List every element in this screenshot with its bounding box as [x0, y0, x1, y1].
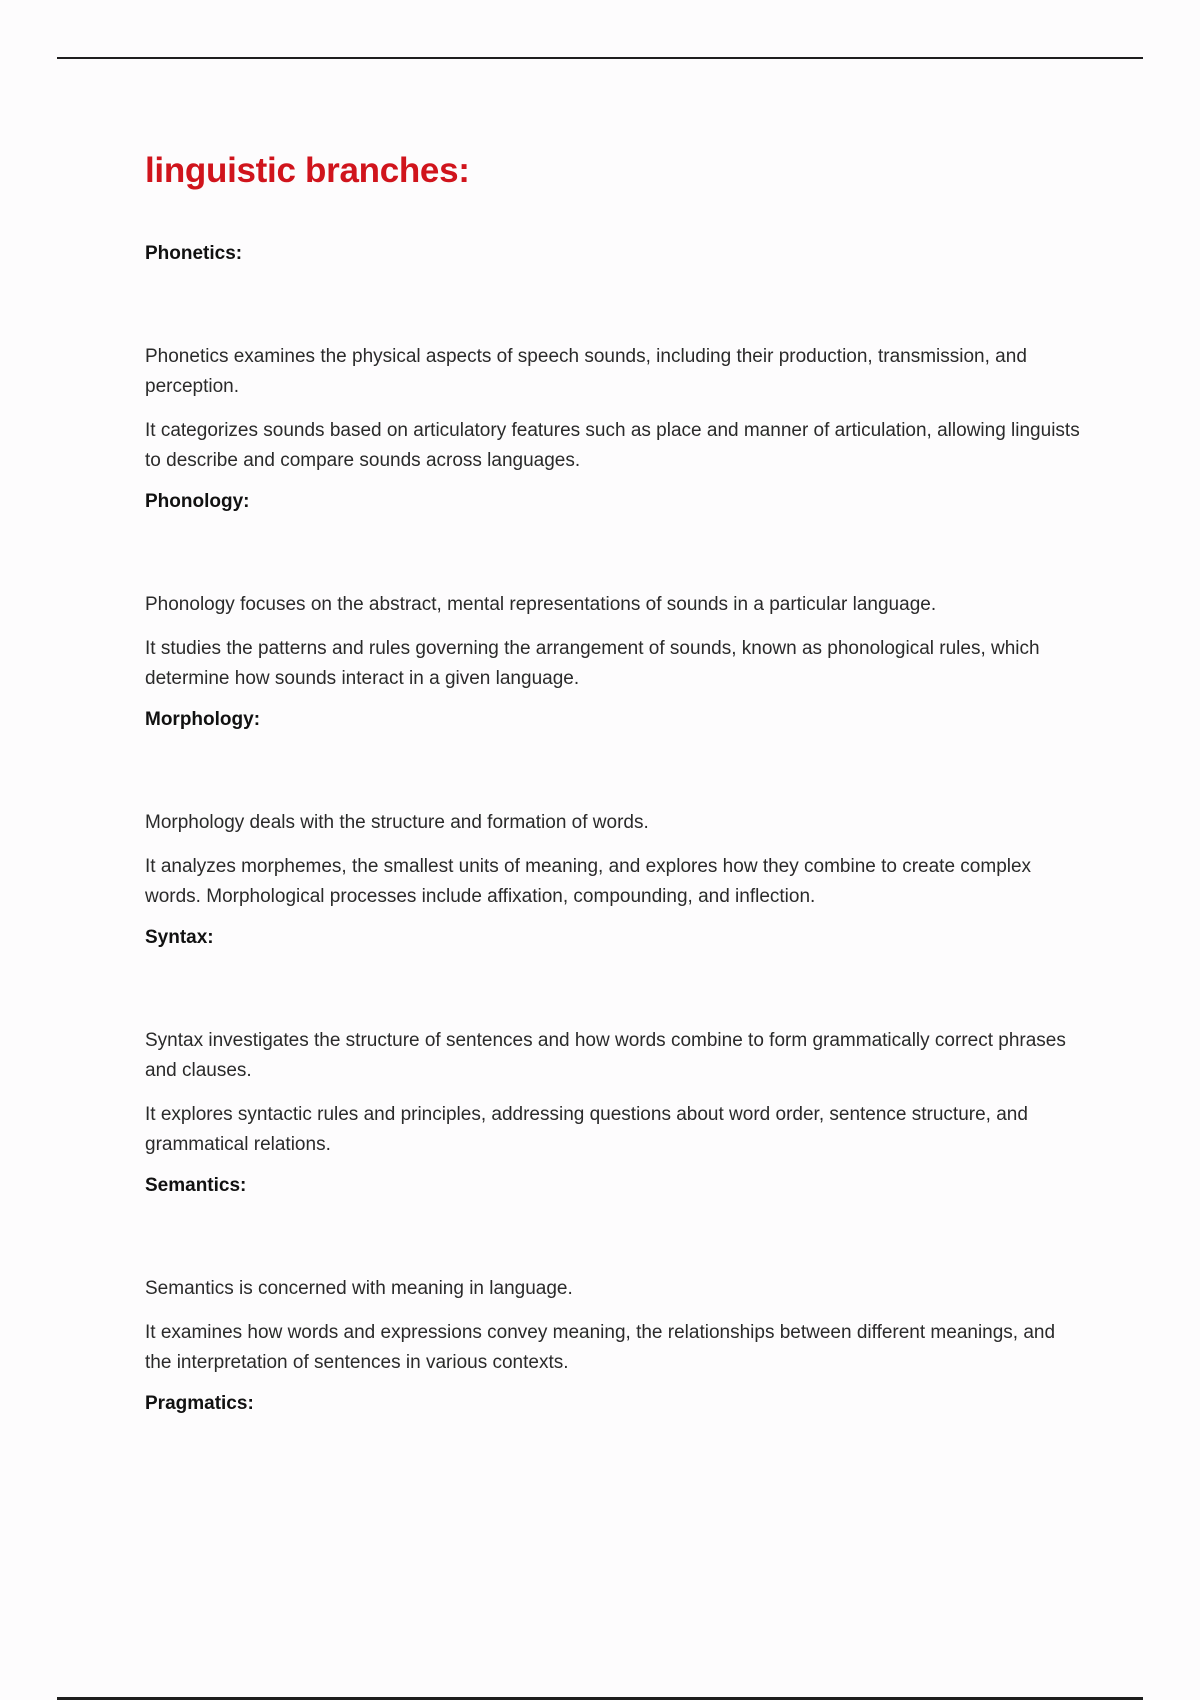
section-semantics [145, 1174, 1085, 1378]
paragraph: It studies the patterns and rules governing the arrangement of sounds, known as phonological rules, which determine how sounds interact in a given language. [145, 638, 1040, 689]
paragraph: Semantics is concerned with meaning in language. [145, 1278, 573, 1299]
section-phonology [145, 490, 1085, 694]
paragraph: Phonetics examines the physical aspects of speech sounds, including their production, transmission, and perception. [145, 346, 1027, 397]
paragraph: It explores syntactic rules and principles, addressing questions about word order, sentence structure, and grammatical relations. [145, 1104, 1028, 1155]
section-pragmatics [145, 1392, 1085, 1416]
section-morphology [145, 708, 1085, 912]
paragraph: It analyzes morphemes, the smallest units of meaning, and explores how they combine to create complex words. Morphological processes include affixation, compounding, and inflection. [145, 856, 1032, 907]
section-heading: Syntax: [145, 927, 214, 948]
section-heading: Morphology: [145, 709, 261, 730]
section-phonetics [145, 242, 1085, 476]
paragraph: It categorizes sounds based on articulatory features such as place and manner of articulation, allowing linguists to describe and compare sounds across languages. [145, 420, 1080, 471]
paragraph: It examines how words and expressions convey meaning, the relationships between different meanings, and the interpretation of sentences in various contexts. [145, 1322, 1056, 1373]
section-heading: Phonetics: [145, 243, 243, 264]
document-body [145, 150, 1085, 1416]
section-heading: Semantics: [145, 1175, 247, 1196]
paragraph: Phonology focuses on the abstract, mental representations of sounds in a particular language. [145, 594, 937, 615]
top-rule [57, 57, 1143, 59]
document-title: linguistic branches: [145, 151, 470, 190]
section-syntax [145, 926, 1085, 1160]
paragraph: Morphology deals with the structure and formation of words. [145, 812, 649, 833]
section-heading: Pragmatics: [145, 1393, 254, 1414]
section-heading: Phonology: [145, 491, 250, 512]
paragraph: Syntax investigates the structure of sentences and how words combine to form grammatically correct phrases and clauses. [145, 1030, 1066, 1081]
